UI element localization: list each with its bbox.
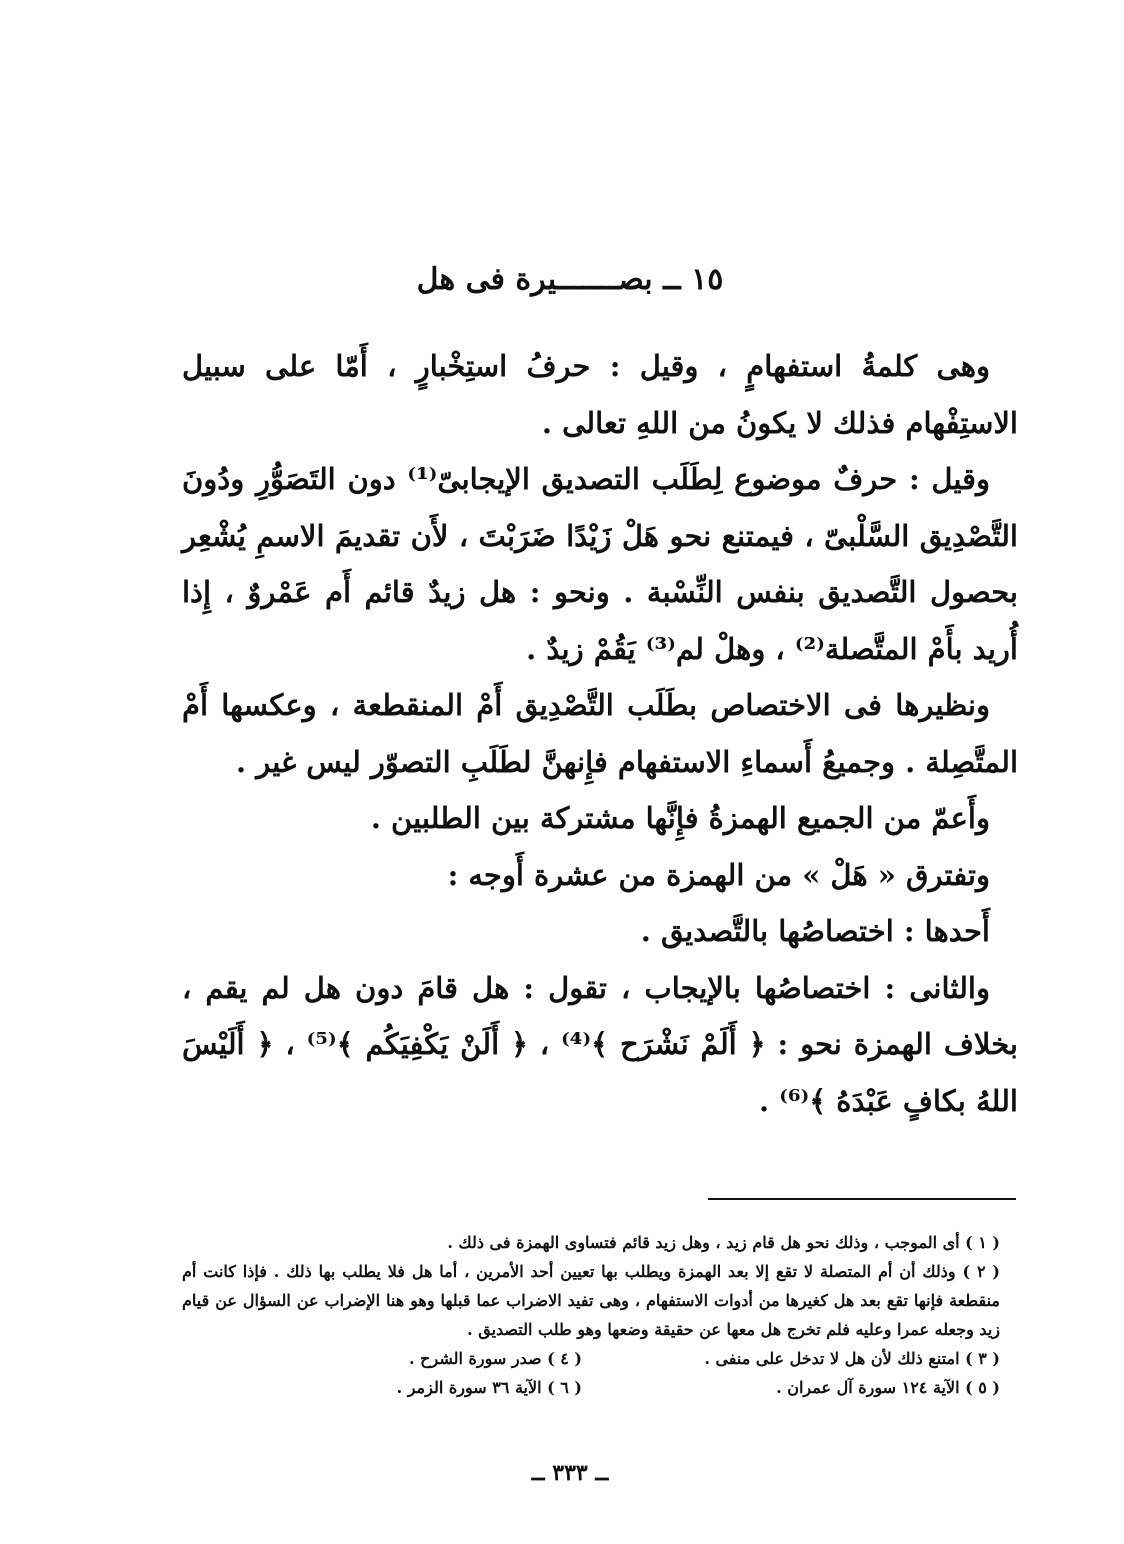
- paragraph-5: وتفترق « هَلْ » من الهمزة من عشرة أَوجه :: [447, 857, 990, 892]
- paragraph-6: أَحدها : اختصاصُها بالتَّصديق .: [640, 914, 990, 948]
- footnote-row-5-6: [182, 1373, 1018, 1402]
- paragraph-7: والثانى : اختصاصُها بالإيجاب ، تقول : هل قامَ دون هل لم يقم ، بخلاف الهمزة نحو : ﴿ أَلَمْ نَشْرَح ﴾⁽⁴⁾ ، ﴿ أَلَنْ يَكْفِيَكُم ﴾⁽⁵⁾ ، ﴿ أَلَيْسَ اللهُ بكافٍ عَبْدَهُ ﴾⁽⁶⁾ .: [182, 970, 1018, 1118]
- paragraph-4: وأَعمّ من الجميع الهمزةُ فإِنَّها مشتركة بين الطلبين .: [370, 801, 990, 835]
- footnote-6: ( ٦ ) الآية ٣٦ سورة الزمر .: [396, 1378, 582, 1397]
- footnotes: [182, 1228, 1018, 1402]
- paragraph-3: ونظيرها فى الاختصاص بطَلَب التَّصْدِيق أَمْ المنقطعة ، وعكسها أَمْ المتَّصِلة . وجميعُ أَسماءِ الاستفهام فإِنهنَّ لطَلَبِ التصوّر ليس غير .: [182, 688, 1018, 779]
- footnote-divider: [708, 1198, 1016, 1200]
- footnote-3: ( ٣ ) امتنع ذلك لأن هل لا تدخل على منفى .: [704, 1349, 1000, 1368]
- page-number: ــ ٣٣٣ ــ: [531, 1460, 609, 1486]
- main-text: [182, 338, 1018, 1129]
- chapter-title: ١٥ ــ بصـــــــيرة فى هل: [416, 262, 724, 297]
- paragraph-1: وهى كلمةُ استفهامٍ ، وقيل : حرفُ استِخْبارٍ ، أَمّا على سبيل الاستِفْهام فذلك لا يكونُ من اللهِ تعالى .: [182, 349, 1018, 440]
- footnote-2: ( ٢ ) وذلك أن أم المتصلة لا تقع إلا بعد الهمزة ويطلب بها تعيين أحد الأمرين ، أما هل فلا يطلب بها ذلك . فإذا كانت أم منقطعة فإنها تقع بعد هل كغيرها من أدوات الاستفهام ، وهى تفيد الاضراب عما قبلها وهو هنا الإضراب عن السؤال عن قيام زيد وجعله عمرا وعليه فلم تخرج هل معها عن حقيقة وضعها وهو طلب التصديق .: [182, 1262, 1000, 1339]
- footnote-5: ( ٥ ) الآية ١٢٤ سورة آل عمران .: [776, 1378, 1000, 1397]
- footnote-1: ( ١ ) أى الموجب ، وذلك نحو هل قام زيد ، وهل زيد قائم فتساوى الهمزة فى ذلك .: [447, 1233, 1000, 1252]
- paragraph-2: وقيل : حرفٌ موضوع لِطَلَب التصديق الإيجابىّ⁽¹⁾ دون التَصَوُّرِ ودُونَ التَّصْدِيق السَّلْبىّ ، فيمتنع نحو هَلْ زَيْدًا ضَرَبْتَ ، لأَن تقديمَ الاسمِ يُشْعِر بحصول التَّصديق بنفس النِّسْبة . ونحو : هل زيدٌ قائم أَم عَمْروٌ ، إِذا أُريد بأَمْ المتَّصلة⁽²⁾ ، وهلْ لم⁽³⁾ يَقُمْ زيدٌ .: [182, 462, 1018, 666]
- footnote-row-3-4: [182, 1344, 1018, 1373]
- footnote-4: ( ٤ ) صدر سورة الشرح .: [409, 1349, 582, 1368]
